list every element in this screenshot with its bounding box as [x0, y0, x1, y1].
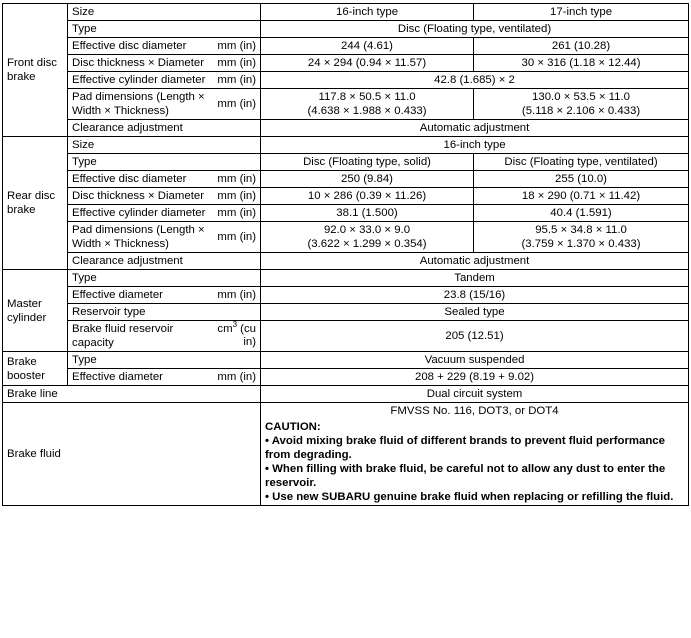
value-cell: Disc (Floating type, solid): [261, 154, 474, 171]
unit-label: mm (in): [211, 188, 261, 205]
value-cell: 250 (9.84): [261, 171, 474, 188]
param-label-effective-disc-diameter: Effective disc diameter: [68, 171, 211, 188]
table-row: [3, 21, 689, 38]
value-cell: 40.4 (1.591): [474, 205, 689, 222]
value-line: 92.0 × 33.0 × 9.0: [323, 224, 411, 236]
param-label-size: Size: [68, 4, 261, 21]
param-label-type: Type: [68, 154, 261, 171]
table-row: [3, 38, 689, 55]
value-cell: Automatic adjustment: [261, 253, 689, 270]
value-cell: 16-inch type: [261, 4, 474, 21]
value-cell: 17-inch type: [474, 4, 689, 21]
unit-label: mm (in): [211, 222, 261, 253]
table-row: [3, 72, 689, 89]
brake-spec-table: [2, 3, 689, 506]
table-row: [3, 352, 689, 369]
value-cell: 18 × 290 (0.71 × 11.42): [474, 188, 689, 205]
table-row: [3, 287, 689, 304]
param-label-type: Type: [68, 270, 261, 287]
value-cell: [474, 222, 689, 253]
table-row: [3, 89, 689, 120]
fluid-spec: FMVSS No. 116, DOT3, or DOT4: [390, 405, 559, 417]
param-label-type: Type: [68, 21, 261, 38]
value-cell: 261 (10.28): [474, 38, 689, 55]
value-cell: Sealed type: [261, 304, 689, 321]
table-row: [3, 154, 689, 171]
table-row: [3, 386, 689, 403]
value-cell: 16-inch type: [261, 137, 689, 154]
table-row: [3, 321, 689, 352]
value-line: (5.118 × 2.106 × 0.433): [521, 105, 641, 117]
unit-label: mm (in): [211, 38, 261, 55]
value-cell: 255 (10.0): [474, 171, 689, 188]
table-row: [3, 55, 689, 72]
unit-superscript: 3: [232, 320, 238, 330]
param-label-effective-cylinder-diameter: Effective cylinder diameter: [68, 72, 211, 89]
value-line: (4.638 × 1.988 × 0.433): [307, 105, 427, 117]
group-label-brake-booster: Brake booster: [3, 352, 68, 386]
table-row: [3, 304, 689, 321]
caution-title: CAUTION:: [265, 421, 321, 433]
value-cell: 244 (4.61): [261, 38, 474, 55]
value-cell: 23.8 (15/16): [261, 287, 689, 304]
value-line: (3.759 × 1.370 × 0.433): [521, 238, 641, 250]
param-label-effective-disc-diameter: Effective disc diameter: [68, 38, 211, 55]
unit-label: mm (in): [211, 89, 261, 120]
unit-label: mm (in): [211, 205, 261, 222]
value-cell: 42.8 (1.685) × 2: [261, 72, 689, 89]
param-label-pad-dimensions: Pad dimensions (Length × Width × Thickness): [68, 89, 211, 120]
group-label-brake-fluid: Brake fluid: [3, 403, 261, 506]
value-cell: 205 (12.51): [261, 321, 689, 352]
value-cell: Tandem: [261, 270, 689, 287]
unit-label: mm (in): [211, 171, 261, 188]
unit-label-cm3: [211, 321, 261, 352]
value-cell: [261, 89, 474, 120]
brake-fluid-spec-cell: [261, 403, 689, 506]
param-label-pad-dimensions: Pad dimensions (Length × Width × Thickness): [68, 222, 211, 253]
unit-label: mm (in): [211, 287, 261, 304]
value-cell: 24 × 294 (0.94 × 11.57): [261, 55, 474, 72]
table-row: [3, 188, 689, 205]
param-label-disc-thickness-diameter: Disc thickness × Diameter: [68, 55, 211, 72]
table-row: [3, 369, 689, 386]
param-label-clearance-adjustment: Clearance adjustment: [68, 253, 261, 270]
unit-label: mm (in): [211, 72, 261, 89]
value-cell: Vacuum suspended: [261, 352, 689, 369]
group-label-master-cylinder: Master cylinder: [3, 270, 68, 352]
unit-cm: cm: [217, 323, 233, 335]
value-line: 95.5 × 34.8 × 11.0: [535, 224, 627, 236]
value-cell: 30 × 316 (1.18 × 12.44): [474, 55, 689, 72]
param-label-size: Size: [68, 137, 261, 154]
group-label-brake-line: Brake line: [3, 386, 261, 403]
table-row: [3, 270, 689, 287]
unit-cu-in: (cu in): [237, 323, 257, 348]
table-row: [3, 171, 689, 188]
value-cell: Disc (Floating type, ventilated): [474, 154, 689, 171]
table-row: [3, 403, 689, 506]
value-line: 117.8 × 50.5 × 11.0: [318, 91, 416, 103]
value-line: (3.622 × 1.299 × 0.354): [307, 238, 427, 250]
value-cell: [474, 89, 689, 120]
value-line: 130.0 × 53.5 × 11.0: [532, 91, 630, 103]
param-label-effective-diameter: Effective diameter: [68, 369, 211, 386]
caution-bullet: • Use new SUBARU genuine brake fluid when replacing or refilling the fluid.: [265, 491, 674, 503]
value-cell: 10 × 286 (0.39 × 11.26): [261, 188, 474, 205]
table-row: [3, 4, 689, 21]
group-label-rear-disc-brake: Rear disc brake: [3, 137, 68, 270]
param-label-clearance-adjustment: Clearance adjustment: [68, 120, 261, 137]
value-cell: Dual circuit system: [261, 386, 689, 403]
param-label-reservoir-type: Reservoir type: [68, 304, 261, 321]
table-row: [3, 120, 689, 137]
group-label-front-disc-brake: Front disc brake: [3, 4, 68, 137]
param-label-disc-thickness-diameter: Disc thickness × Diameter: [68, 188, 211, 205]
table-row: [3, 137, 689, 154]
param-label-effective-cylinder-diameter: Effective cylinder diameter: [68, 205, 211, 222]
value-cell: Automatic adjustment: [261, 120, 689, 137]
table-row: [3, 205, 689, 222]
table-row: [3, 222, 689, 253]
caution-bullet: • Avoid mixing brake fluid of different brands to prevent fluid performance from degrading.: [265, 435, 665, 461]
value-cell: 208 + 229 (8.19 + 9.02): [261, 369, 689, 386]
param-label-effective-diameter: Effective diameter: [68, 287, 211, 304]
value-cell: 38.1 (1.500): [261, 205, 474, 222]
caution-bullet: • When filling with brake fluid, be careful not to allow any dust to enter the reservoir.: [265, 463, 666, 489]
value-cell: [261, 222, 474, 253]
param-label-type: Type: [68, 352, 261, 369]
value-cell: Disc (Floating type, ventilated): [261, 21, 689, 38]
param-label-reservoir-capacity: Brake fluid reservoir capacity: [68, 321, 211, 352]
unit-label: mm (in): [211, 55, 261, 72]
unit-label: mm (in): [211, 369, 261, 386]
table-row: [3, 253, 689, 270]
